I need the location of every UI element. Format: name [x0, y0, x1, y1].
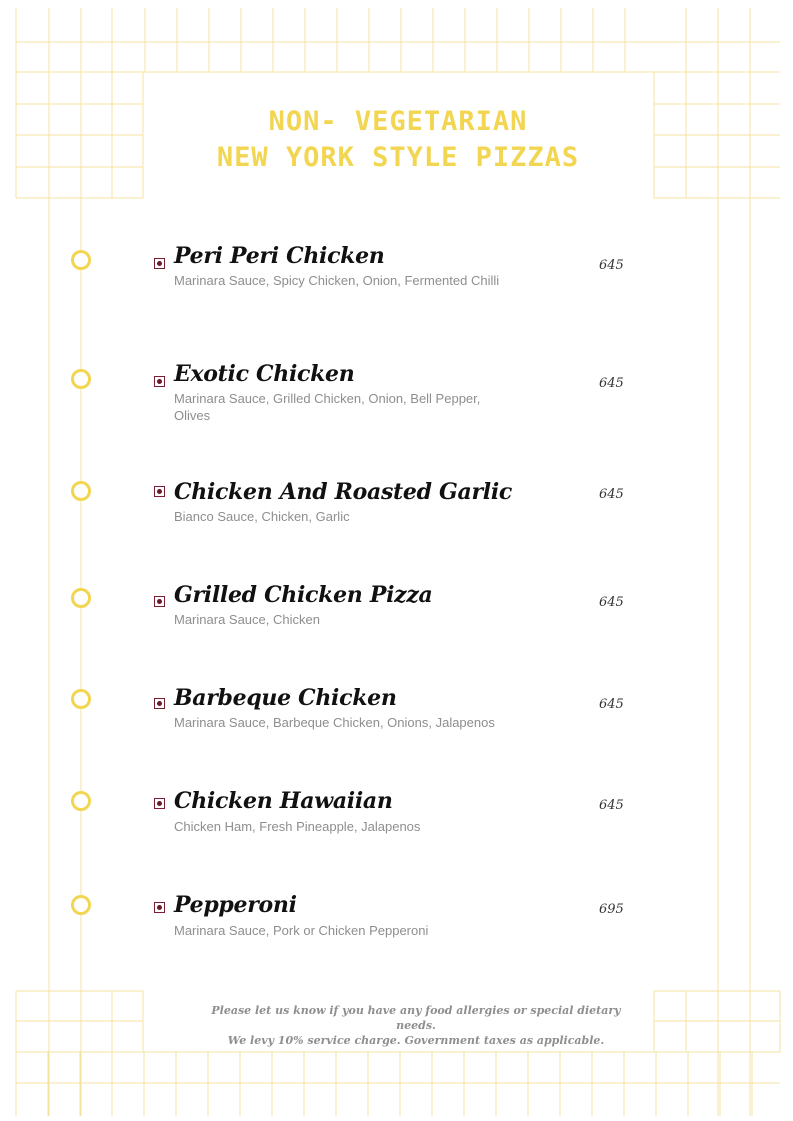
item-description: Chicken Ham, Fresh Pineapple, Jalapenos — [174, 819, 421, 834]
yellow-ring-icon — [71, 250, 91, 270]
item-name: Exotic Chicken — [174, 361, 355, 387]
yellow-ring-icon — [71, 588, 91, 608]
item-name: Grilled Chicken Pizza — [174, 582, 433, 608]
item-description: Marinara Sauce, Grilled Chicken, Onion, Bell Pepper, Olives — [174, 391, 481, 423]
item-price: 645 — [599, 798, 624, 813]
item-name: Chicken Hawaiian — [174, 788, 393, 814]
item-description: Marinara Sauce, Barbeque Chicken, Onions, Jalapenos — [174, 715, 495, 730]
non-veg-icon — [154, 258, 165, 269]
non-veg-icon — [154, 798, 165, 809]
item-name: Peri Peri Chicken — [174, 243, 385, 269]
item-description: Marinara Sauce, Spicy Chicken, Onion, Fermented Chilli — [174, 273, 500, 288]
yellow-ring-icon — [71, 689, 91, 709]
item-description: Marinara Sauce, Chicken — [174, 612, 320, 627]
item-price: 645 — [599, 595, 624, 610]
page-title-line-1: NON- VEGETARIAN — [268, 106, 528, 137]
item-price: 695 — [599, 902, 624, 917]
footer-allergy-note: Please let us know if you have any food allergies or special dietary needs. — [211, 1004, 621, 1032]
non-veg-icon — [154, 486, 165, 497]
footer-note — [196, 1003, 636, 1048]
page-title — [143, 104, 653, 176]
non-veg-icon — [154, 596, 165, 607]
non-veg-icon — [154, 698, 165, 709]
item-price: 645 — [599, 697, 624, 712]
item-price: 645 — [599, 487, 624, 502]
item-name: Chicken And Roasted Garlic — [174, 479, 513, 505]
item-name: Barbeque Chicken — [174, 685, 397, 711]
non-veg-icon — [154, 376, 165, 387]
item-description: Marinara Sauce, Pork or Chicken Pepperoni — [174, 923, 429, 938]
non-veg-icon — [154, 902, 165, 913]
yellow-ring-icon — [71, 895, 91, 915]
yellow-ring-icon — [71, 481, 91, 501]
item-price: 645 — [599, 376, 624, 391]
yellow-ring-icon — [71, 369, 91, 389]
item-price: 645 — [599, 258, 624, 273]
yellow-ring-icon — [71, 791, 91, 811]
item-description: Bianco Sauce, Chicken, Garlic — [174, 509, 350, 524]
footer-charges-note: We levy 10% service charge. Government taxes as applicable. — [227, 1034, 605, 1047]
item-name: Pepperoni — [174, 892, 297, 918]
page-title-line-2: NEW YORK STYLE PIZZAS — [216, 142, 580, 173]
